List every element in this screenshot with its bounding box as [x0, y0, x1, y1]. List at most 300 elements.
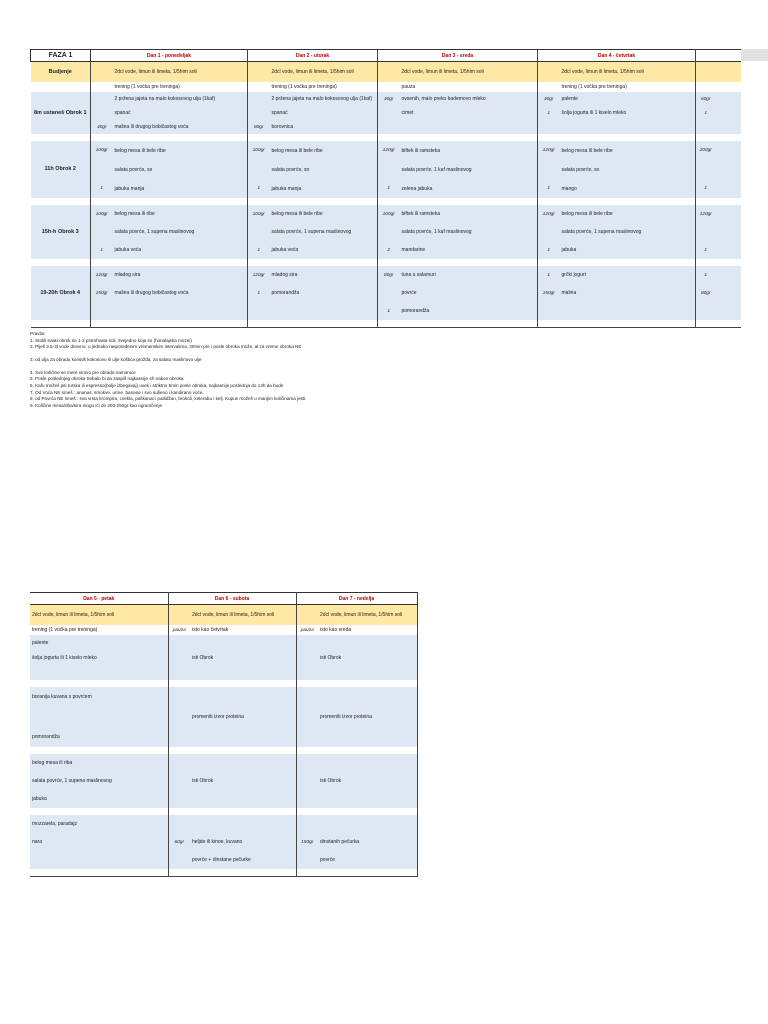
- quantity-cell: [296, 650, 318, 665]
- wakeup-drink-cell: 2dcl vode, limun ili limeta, 1/5him soli: [400, 62, 538, 83]
- food-cell: [190, 815, 296, 833]
- quantity-cell: [248, 302, 270, 320]
- quantity-cell: [168, 687, 190, 707]
- food-cell: belog mesa ili bele ribe: [113, 141, 248, 160]
- qty-cell: [168, 605, 190, 626]
- quantity-cell: [168, 635, 190, 650]
- quantity-cell: 1: [538, 179, 560, 198]
- rule-line: 3. od ulja za obradu koristiš kokosovo ili ulje koštica grožđa, za salatu maslinovo ulje: [30, 356, 202, 362]
- training-cell: isto kao sreda: [318, 625, 417, 635]
- blank-cell: [31, 134, 91, 141]
- food-cell: salata povrće, 1 supena maslinovog: [560, 223, 696, 241]
- quantity-cell: 1: [538, 106, 560, 120]
- food-cell: 2 pržena jajeta na malo kokosovog ulja (1kaf): [113, 92, 248, 106]
- food-cell: [318, 754, 417, 772]
- quantity-cell: [538, 120, 560, 134]
- quantity-cell: [91, 160, 113, 179]
- food-cell: 2 pržena jajeta na malo kokosovog ulja (1kaf): [270, 92, 378, 106]
- spacer-row: [30, 680, 417, 687]
- blank-cell: [30, 680, 168, 687]
- food-cell: pomorandža: [30, 727, 168, 747]
- meal-row: [31, 106, 741, 120]
- quantity-cell: [296, 772, 318, 790]
- meal-row: [31, 160, 741, 179]
- quantity-cell: [168, 665, 190, 680]
- blank-cell: [318, 747, 417, 754]
- food-cell: jabuka veća: [270, 241, 378, 259]
- food-cell: [30, 707, 168, 727]
- food-cell: salata povrće, so: [270, 160, 378, 179]
- quantity-cell: pauza: [168, 625, 190, 635]
- blank-cell: [31, 259, 91, 266]
- food-cell: belog mesa ili bele ribe: [270, 141, 378, 160]
- food-cell: [716, 241, 741, 259]
- blank-cell: [560, 198, 696, 205]
- blank-cell: [190, 808, 296, 815]
- quantity-cell: 80gr: [696, 284, 716, 302]
- rule-line: Pravila:: [30, 331, 46, 336]
- quantity-cell: [696, 302, 716, 320]
- quantity-cell: 1: [248, 241, 270, 259]
- quantity-cell: [696, 160, 716, 179]
- food-cell: šolja jogurta ili 1 kiselo mleko: [560, 106, 696, 120]
- meal-row: [30, 707, 417, 727]
- food-cell: [113, 302, 248, 320]
- food-cell: borovnica: [270, 120, 378, 134]
- quantity-cell: 120gr: [378, 141, 400, 160]
- blank-cell: [400, 320, 538, 327]
- quantity-cell: [296, 635, 318, 650]
- quantity-cell: [91, 223, 113, 241]
- blank-cell: [91, 134, 113, 141]
- quantity-cell: [538, 223, 560, 241]
- quantity-cell: [168, 650, 190, 665]
- quantity-cell: 80gr: [248, 120, 270, 134]
- blank-cell: [560, 134, 696, 141]
- food-cell: salata povrće, so: [113, 160, 248, 179]
- wakeup-drink-cell: 2dcl vode, limun ili limeta, 1/5him soli: [318, 605, 417, 626]
- quantity-cell: 100gr: [248, 141, 270, 160]
- quantity-cell: [248, 92, 270, 106]
- blank-cell: [696, 134, 716, 141]
- blank-cell: [113, 198, 248, 205]
- wakeup-row: [31, 62, 741, 83]
- quantity-cell: [378, 223, 400, 241]
- meal-row: [31, 92, 741, 106]
- quantity-cell: 40gr: [378, 92, 400, 106]
- food-cell: [318, 635, 417, 650]
- food-cell: tuna u salamuri: [400, 266, 538, 284]
- blank-cell: [30, 808, 168, 815]
- blank-cell: [270, 320, 378, 327]
- rule-line: 1. Stolili svaki obrok sa 1-2 prstohvata soli, svejedno koja so (himalajska mozei): [30, 337, 192, 343]
- blank-cell: [190, 869, 296, 876]
- food-cell: salata povrće, so: [560, 160, 696, 179]
- quantity-cell: [91, 92, 113, 106]
- wakeup-drink-cell: 2dcl vode, limun ili limeta, 1/5him soli: [190, 605, 296, 626]
- training-row: [31, 82, 741, 92]
- meal-row: [31, 223, 741, 241]
- rule-line: 9. Količine mesa/riba/sira mogu ići do 200-250gr kao ograničenje: [30, 402, 163, 408]
- blank-cell: [30, 747, 168, 754]
- qty-cell: [296, 605, 318, 626]
- quantity-cell: [296, 665, 318, 680]
- food-cell: malina ili drugog bobičastog voća: [113, 120, 248, 134]
- rules-notes: [30, 331, 530, 410]
- blank-cell: [270, 198, 378, 205]
- quantity-cell: [248, 106, 270, 120]
- quantity-cell: [168, 790, 190, 808]
- meal-row: [30, 851, 417, 869]
- qty-cell: [538, 62, 560, 83]
- food-cell: jabuka manja: [113, 179, 248, 198]
- blank-cell: [91, 198, 113, 205]
- quantity-cell: 1: [696, 106, 716, 120]
- row-label-obrok2: 11h Obrok 2: [31, 141, 91, 198]
- rule-line: 7. Od Voća NE smeš : ananas, smokve, urme, banane i svo sušeno i kandirano voće.: [30, 389, 204, 395]
- meal-row: [31, 120, 741, 134]
- day-header: Dan 5 - petak: [30, 593, 168, 605]
- food-cell: jabuka: [560, 241, 696, 259]
- blank-cell: [696, 198, 716, 205]
- quantity-cell: [696, 223, 716, 241]
- qty-cell: [248, 62, 270, 83]
- day-header: Dan 6 - subota: [168, 593, 296, 605]
- food-cell: [716, 223, 741, 241]
- blank-cell: [168, 808, 190, 815]
- food-cell: [716, 92, 741, 106]
- blank-cell: [113, 320, 248, 327]
- meal-row: [31, 205, 741, 223]
- quantity-cell: 1: [91, 179, 113, 198]
- qty-cell: [696, 82, 716, 92]
- spacer-row: [30, 869, 417, 876]
- quantity-cell: [296, 727, 318, 747]
- quantity-cell: [378, 160, 400, 179]
- table-header-row: [31, 50, 741, 62]
- food-cell: cimet: [400, 106, 538, 120]
- food-cell: promeniti izvor proteina: [190, 707, 296, 727]
- food-cell: [400, 120, 538, 134]
- quantity-cell: 40gr: [91, 120, 113, 134]
- quantity-cell: 120gr: [248, 266, 270, 284]
- meal-row: [30, 665, 417, 680]
- food-cell: spanać: [113, 106, 248, 120]
- blank-cell: [716, 134, 741, 141]
- blank-cell: [296, 808, 318, 815]
- food-cell: [716, 106, 741, 120]
- training-cell: isto kao četvrtak: [190, 625, 296, 635]
- food-cell: jabuka: [30, 790, 168, 808]
- food-cell: belog mesa ili ribe: [113, 205, 248, 223]
- quantity-cell: [378, 106, 400, 120]
- blank-cell: [168, 680, 190, 687]
- training-cell: trening (1 voćka pre treninga): [270, 82, 378, 92]
- food-cell: salata povrće, 1 kaf maslinovog: [400, 223, 538, 241]
- food-cell: palente: [560, 92, 696, 106]
- blank-cell: [248, 198, 270, 205]
- food-cell: [190, 665, 296, 680]
- blank-cell: [716, 320, 741, 327]
- quantity-cell: [538, 302, 560, 320]
- blank-cell: [190, 680, 296, 687]
- blank-cell: [91, 259, 113, 266]
- blank-cell: [538, 259, 560, 266]
- meal-row: [30, 687, 417, 707]
- quantity-cell: 100gr: [378, 205, 400, 223]
- meal-row: [31, 266, 741, 284]
- table-header-row: [30, 593, 417, 605]
- food-cell: mladog sira: [270, 266, 378, 284]
- food-cell: [716, 205, 741, 223]
- food-cell: zelena jabuka: [400, 179, 538, 198]
- spacer-row: [31, 134, 741, 141]
- blank-cell: [113, 259, 248, 266]
- training-row: [30, 625, 417, 635]
- quantity-cell: 1: [538, 266, 560, 284]
- blank-cell: [378, 198, 400, 205]
- blank-cell: [270, 134, 378, 141]
- food-cell: salata povrće, 1 supena maslinovog: [113, 223, 248, 241]
- blank-cell: [248, 134, 270, 141]
- quantity-cell: [296, 707, 318, 727]
- blank-cell: [190, 747, 296, 754]
- food-cell: [716, 302, 741, 320]
- training-cell: [716, 82, 741, 92]
- quantity-cell: 80gr: [378, 266, 400, 284]
- meal-row: [31, 241, 741, 259]
- quantity-cell: 120gr: [538, 141, 560, 160]
- meal-row: [30, 635, 417, 650]
- blank-cell: [696, 259, 716, 266]
- food-cell: pomorandža: [270, 284, 378, 302]
- quantity-cell: 1: [696, 241, 716, 259]
- blank-cell: [378, 134, 400, 141]
- quantity-cell: 1: [538, 241, 560, 259]
- meal-row: [30, 650, 417, 665]
- quantity-cell: [538, 160, 560, 179]
- rule-line: 5. Posle poslednjeg obroka trebalo bi da zaspiš najkasnije 4h nakon obroka: [30, 376, 184, 382]
- quantity-cell: 100gr: [91, 205, 113, 223]
- row-label-obrok3: 15h-h Obrok 3: [31, 205, 91, 259]
- overflow-header-bar: [740, 49, 768, 61]
- wakeup-drink-cell: 2dcl vode, limun ili limeta, 1/5him soli: [560, 62, 696, 83]
- meal-row: [30, 815, 417, 833]
- meal-row: [31, 179, 741, 198]
- wakeup-drink-cell: 2dcl vode, limun ili limeta, 1/5him soli: [30, 605, 168, 626]
- quantity-cell: 150gr: [296, 833, 318, 851]
- food-cell: mandarine: [400, 241, 538, 259]
- quantity-cell: [296, 790, 318, 808]
- quantity-cell: [378, 284, 400, 302]
- food-cell: [190, 790, 296, 808]
- blank-cell: [400, 134, 538, 141]
- food-cell: [30, 665, 168, 680]
- food-cell: povrće: [318, 851, 417, 869]
- blank-cell: [296, 747, 318, 754]
- food-cell: [318, 790, 417, 808]
- quantity-cell: [168, 727, 190, 747]
- rule-line: 8. od Povrća NE smeš : sva vrsta krompira, cvekla, paškanat i patlidžan, brokoli, kelerabu i kelj. Kupus možeš u manjim količinama jesti.: [30, 396, 307, 402]
- food-cell: jabuka veća: [113, 241, 248, 259]
- blank-cell: [696, 320, 716, 327]
- quantity-cell: [378, 120, 400, 134]
- food-cell: mozzarela, paradajz: [30, 815, 168, 833]
- food-cell: [318, 727, 417, 747]
- meal-row: [30, 833, 417, 851]
- food-cell: palente: [30, 635, 168, 650]
- food-cell: salata povrće, 1 supena maslinovog: [270, 223, 378, 241]
- quantity-cell: 60gr: [696, 92, 716, 106]
- day-header: Dan 2 - utorak: [248, 50, 378, 62]
- day-header: Dan 3 - sreda: [378, 50, 538, 62]
- blank-cell: [91, 320, 113, 327]
- quantity-cell: [296, 754, 318, 772]
- wakeup-drink-cell: 2dcl vode, limun ili limeta, 1/5him soli: [270, 62, 378, 83]
- quantity-cell: 120gr: [91, 266, 113, 284]
- food-cell: boranija kuvana s povrćem: [30, 687, 168, 707]
- qty-cell: [91, 82, 113, 92]
- day-header: Dan 4 - četvrtak: [538, 50, 696, 62]
- quantity-cell: [696, 120, 716, 134]
- meal-row: [31, 302, 741, 320]
- blank-cell: [538, 198, 560, 205]
- blank-cell: [378, 320, 400, 327]
- quantity-cell: [168, 707, 190, 727]
- training-cell: trening (1 voćka pre treninga): [113, 82, 248, 92]
- food-cell: [716, 141, 741, 160]
- blank-cell: [31, 320, 91, 327]
- quantity-cell: 1: [248, 179, 270, 198]
- meal-plan-table-days-5-7: [30, 592, 418, 877]
- training-cell: trening (1 voćka pre treninga): [560, 82, 696, 92]
- blank-cell: [716, 259, 741, 266]
- training-cell: pauza: [400, 82, 538, 92]
- quantity-cell: 100gr: [91, 141, 113, 160]
- qty-cell: [378, 62, 400, 83]
- blank-cell: [560, 259, 696, 266]
- food-cell: isti Obrok: [190, 772, 296, 790]
- quantity-cell: 100gr: [248, 205, 270, 223]
- spacer-row: [31, 320, 741, 327]
- food-cell: isti Obrok: [318, 772, 417, 790]
- meal-row: [31, 141, 741, 160]
- day-header: Dan 1 - ponedeljak: [91, 50, 248, 62]
- qty-cell: [91, 62, 113, 83]
- food-cell: [318, 665, 417, 680]
- blank-cell: [318, 808, 417, 815]
- quantity-cell: 1: [696, 179, 716, 198]
- qty-cell: [378, 82, 400, 92]
- food-cell: [190, 754, 296, 772]
- meal-row: [31, 284, 741, 302]
- food-cell: [190, 635, 296, 650]
- food-cell: jabuka manja: [270, 179, 378, 198]
- quantity-cell: 40gr: [538, 92, 560, 106]
- food-cell: [318, 687, 417, 707]
- food-cell: isti Obrok: [190, 650, 296, 665]
- qty-cell: [248, 82, 270, 92]
- row-label-obrok4: 19-20h Obrok 4: [31, 266, 91, 320]
- food-cell: salata povrće, 1 kaf maslinovog: [400, 160, 538, 179]
- quantity-cell: 1: [91, 241, 113, 259]
- blank-cell: [248, 320, 270, 327]
- quantity-cell: [91, 106, 113, 120]
- wakeup-row: [30, 605, 417, 626]
- meal-row: [30, 754, 417, 772]
- meal-plan-table-days-1-4: [30, 49, 741, 328]
- food-cell: mango: [560, 179, 696, 198]
- quantity-cell: 1: [378, 179, 400, 198]
- spacer-row: [31, 198, 741, 205]
- food-cell: [30, 851, 168, 869]
- food-cell: promeniti izvor proteina: [318, 707, 417, 727]
- food-cell: salata povrće, 1 supena maslinovog: [30, 772, 168, 790]
- food-cell: heljde ili kinoe, kuvano: [190, 833, 296, 851]
- quantity-cell: 120gr: [696, 205, 716, 223]
- rule-line: 6. Kafu možeš piti turska ili espresso(bolje izbegavaj) uvek i striktno 5min posle obroka, najkasnije poslednja do 14h da bude: [30, 382, 284, 388]
- spacer-row: [30, 808, 417, 815]
- food-cell: grčki jogurt: [560, 266, 696, 284]
- blank-cell: [318, 869, 417, 876]
- food-cell: [190, 727, 296, 747]
- quantity-cell: [168, 754, 190, 772]
- phase-title: FAZA 1: [31, 50, 91, 62]
- food-cell: isti Obrok: [318, 650, 417, 665]
- blank-cell: [538, 320, 560, 327]
- food-cell: [560, 120, 696, 134]
- rule-line: 4. Sve količine se mere sirovo pre obrade namirnice: [30, 369, 136, 375]
- quantity-cell: [296, 851, 318, 869]
- food-cell: belog mesa ili bele ribe: [560, 205, 696, 223]
- quantity-cell: [168, 772, 190, 790]
- blank-cell: [31, 198, 91, 205]
- quantity-cell: pauza: [296, 625, 318, 635]
- blank-cell: [560, 320, 696, 327]
- food-cell: šolja jogurta ili 1 kiselo mleko: [30, 650, 168, 665]
- food-cell: [190, 687, 296, 707]
- food-cell: belog mesa ili bele ribe: [270, 205, 378, 223]
- spacer-row: [30, 747, 417, 754]
- food-cell: mladog sira: [113, 266, 248, 284]
- meal-row: [30, 727, 417, 747]
- meal-row: [30, 790, 417, 808]
- quantity-cell: 1: [378, 302, 400, 320]
- quantity-cell: 200gr: [696, 141, 716, 160]
- food-cell: spanać: [270, 106, 378, 120]
- blank-cell: [378, 259, 400, 266]
- training-cell: trening (1 voćka pre treninga): [30, 625, 168, 635]
- quantity-cell: [248, 160, 270, 179]
- wakeup-drink-cell: 2dcl vode, limun ili limeta, 1/5him soli: [113, 62, 248, 83]
- quantity-cell: [248, 223, 270, 241]
- row-label-wakeup: Budjenje: [31, 62, 91, 83]
- quantity-cell: [296, 687, 318, 707]
- rule-line: 2. Piješ 2.5-3l vode dnevno, u jednako raspoređenim vremenskim intervalima, 20min pre i posle obroka može, al za vreme obroka NE: [30, 344, 302, 350]
- food-cell: povrće + dinstane pečurke: [190, 851, 296, 869]
- quantity-cell: [168, 851, 190, 869]
- row-label-obrok1: 8m ustaneš Obrok 1: [31, 92, 91, 134]
- blank-cell: [168, 747, 190, 754]
- day-header-cut: [696, 50, 741, 62]
- food-cell: pomorandža: [400, 302, 538, 320]
- blank-cell: [296, 869, 318, 876]
- food-cell: nara: [30, 833, 168, 851]
- food-cell: belog mesa ili riba: [30, 754, 168, 772]
- blank-cell: [400, 198, 538, 205]
- food-cell: malina: [560, 284, 696, 302]
- quantity-cell: 2: [378, 241, 400, 259]
